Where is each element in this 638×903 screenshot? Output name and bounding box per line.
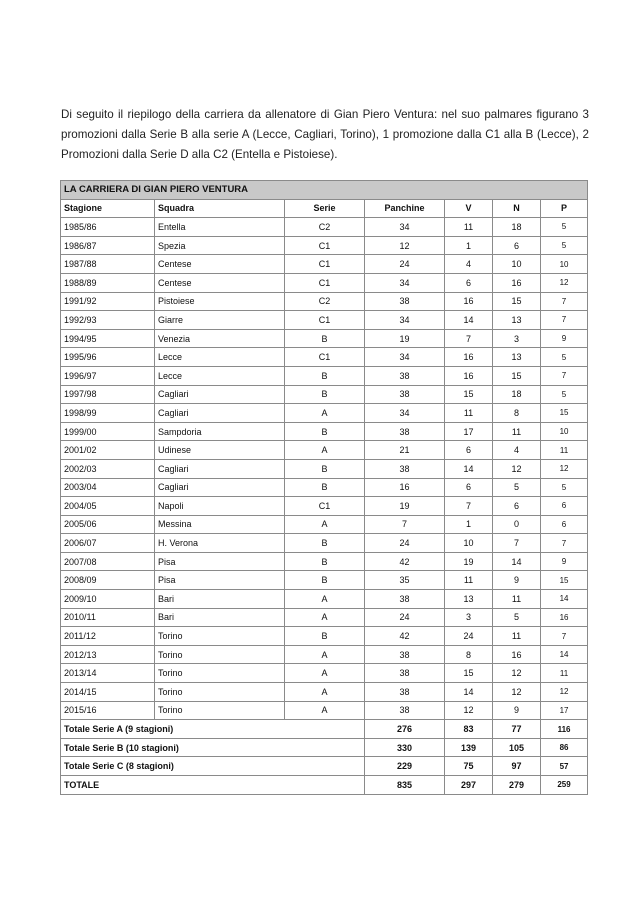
team-cell: Pisa	[155, 571, 285, 590]
season-cell: 1995/96	[61, 348, 155, 367]
team-cell: Messina	[155, 515, 285, 534]
draws-cell: 11	[493, 590, 541, 609]
season-cell: 1985/86	[61, 218, 155, 237]
series-cell: B	[285, 329, 365, 348]
wins-cell: 8	[445, 645, 493, 664]
total-label: TOTALE	[61, 776, 365, 795]
draws-cell: 8	[493, 404, 541, 423]
team-cell: Centese	[155, 255, 285, 274]
matches-cell: 19	[365, 497, 445, 516]
matches-cell: 38	[365, 701, 445, 720]
wins-cell: 6	[445, 441, 493, 460]
series-cell: B	[285, 385, 365, 404]
table-row	[61, 255, 588, 274]
losses-cell: 5	[541, 218, 588, 237]
series-cell: C2	[285, 292, 365, 311]
wins-cell: 19	[445, 552, 493, 571]
losses-cell: 5	[541, 236, 588, 255]
table-header-row	[61, 199, 588, 218]
wins-cell: 16	[445, 366, 493, 385]
team-cell: Lecce	[155, 366, 285, 385]
draws-cell: 15	[493, 292, 541, 311]
team-cell: Sampdoria	[155, 422, 285, 441]
losses-cell: 7	[541, 366, 588, 385]
draws-cell: 16	[493, 645, 541, 664]
table-row	[61, 478, 588, 497]
table-row	[61, 236, 588, 255]
table-row	[61, 218, 588, 237]
season-cell: 1991/92	[61, 292, 155, 311]
losses-cell: 12	[541, 683, 588, 702]
wins-cell: 6	[445, 273, 493, 292]
team-cell: Pisa	[155, 552, 285, 571]
team-cell: Napoli	[155, 497, 285, 516]
series-cell: C1	[285, 236, 365, 255]
draws-cell: 6	[493, 236, 541, 255]
losses-cell: 14	[541, 590, 588, 609]
total-draws: 105	[493, 738, 541, 757]
losses-cell: 12	[541, 273, 588, 292]
losses-cell: 7	[541, 627, 588, 646]
header-v: V	[445, 199, 493, 218]
header-stagione: Stagione	[61, 199, 155, 218]
team-cell: Entella	[155, 218, 285, 237]
team-cell: Torino	[155, 701, 285, 720]
series-cell: A	[285, 664, 365, 683]
matches-cell: 38	[365, 292, 445, 311]
total-matches: 835	[365, 776, 445, 795]
total-label: Totale Serie B (10 stagioni)	[61, 738, 365, 757]
total-draws: 97	[493, 757, 541, 776]
wins-cell: 3	[445, 608, 493, 627]
table-row	[61, 571, 588, 590]
draws-cell: 11	[493, 627, 541, 646]
draws-cell: 13	[493, 348, 541, 367]
wins-cell: 6	[445, 478, 493, 497]
draws-cell: 3	[493, 329, 541, 348]
team-cell: Venezia	[155, 329, 285, 348]
series-cell: B	[285, 552, 365, 571]
intro-paragraph: Di seguito il riepilogo della carriera da allenatore di Gian Piero Ventura: nel suo palmares figurano 3 promozioni dalla Serie B alla serie A (Lecce, Cagliari, Torino), 1 promozione dalla C1 alla B (Lecce), 2 Promozioni dalla Serie D alla C2 (Entella e Pistoiese).	[61, 107, 589, 161]
matches-cell: 35	[365, 571, 445, 590]
table-row	[61, 404, 588, 423]
table-row	[61, 441, 588, 460]
matches-cell: 34	[365, 311, 445, 330]
series-cell: B	[285, 422, 365, 441]
season-cell: 1994/95	[61, 329, 155, 348]
table-row	[61, 497, 588, 516]
season-cell: 1987/88	[61, 255, 155, 274]
header-p: P	[541, 199, 588, 218]
matches-cell: 24	[365, 255, 445, 274]
series-cell: C1	[285, 348, 365, 367]
matches-cell: 34	[365, 273, 445, 292]
draws-cell: 4	[493, 441, 541, 460]
losses-cell: 7	[541, 534, 588, 553]
draws-cell: 12	[493, 459, 541, 478]
total-label: Totale Serie C (8 stagioni)	[61, 757, 365, 776]
series-cell: C1	[285, 497, 365, 516]
draws-cell: 12	[493, 683, 541, 702]
draws-cell: 14	[493, 552, 541, 571]
team-cell: Torino	[155, 664, 285, 683]
matches-cell: 38	[365, 590, 445, 609]
wins-cell: 7	[445, 497, 493, 516]
series-cell: B	[285, 459, 365, 478]
losses-cell: 6	[541, 497, 588, 516]
wins-cell: 10	[445, 534, 493, 553]
total-matches: 229	[365, 757, 445, 776]
losses-cell: 9	[541, 552, 588, 571]
season-cell: 2011/12	[61, 627, 155, 646]
total-wins: 297	[445, 776, 493, 795]
matches-cell: 34	[365, 218, 445, 237]
table-title-row	[61, 181, 588, 200]
total-row	[61, 738, 588, 757]
matches-cell: 38	[365, 683, 445, 702]
wins-cell: 11	[445, 404, 493, 423]
draws-cell: 13	[493, 311, 541, 330]
team-cell: Bari	[155, 608, 285, 627]
season-cell: 2015/16	[61, 701, 155, 720]
season-cell: 1997/98	[61, 385, 155, 404]
table-row	[61, 627, 588, 646]
team-cell: Torino	[155, 627, 285, 646]
total-wins: 139	[445, 738, 493, 757]
table-row	[61, 683, 588, 702]
team-cell: Cagliari	[155, 459, 285, 478]
table-row	[61, 385, 588, 404]
series-cell: A	[285, 645, 365, 664]
draws-cell: 18	[493, 385, 541, 404]
season-cell: 2010/11	[61, 608, 155, 627]
season-cell: 2005/06	[61, 515, 155, 534]
matches-cell: 38	[365, 385, 445, 404]
total-row	[61, 720, 588, 739]
table-row	[61, 292, 588, 311]
losses-cell: 17	[541, 701, 588, 720]
draws-cell: 0	[493, 515, 541, 534]
wins-cell: 24	[445, 627, 493, 646]
series-cell: A	[285, 404, 365, 423]
wins-cell: 12	[445, 701, 493, 720]
losses-cell: 10	[541, 422, 588, 441]
matches-cell: 24	[365, 608, 445, 627]
season-cell: 2013/14	[61, 664, 155, 683]
header-panchine: Panchine	[365, 199, 445, 218]
losses-cell: 5	[541, 385, 588, 404]
series-cell: A	[285, 590, 365, 609]
table-row	[61, 311, 588, 330]
table-row	[61, 590, 588, 609]
draws-cell: 5	[493, 478, 541, 497]
table-row	[61, 552, 588, 571]
table-row	[61, 664, 588, 683]
wins-cell: 1	[445, 236, 493, 255]
matches-cell: 42	[365, 552, 445, 571]
career-table	[60, 180, 588, 795]
team-cell: H. Verona	[155, 534, 285, 553]
table-row	[61, 422, 588, 441]
season-cell: 1998/99	[61, 404, 155, 423]
season-cell: 1999/00	[61, 422, 155, 441]
wins-cell: 4	[445, 255, 493, 274]
losses-cell: 5	[541, 348, 588, 367]
matches-cell: 21	[365, 441, 445, 460]
series-cell: C1	[285, 273, 365, 292]
season-cell: 2002/03	[61, 459, 155, 478]
draws-cell: 15	[493, 366, 541, 385]
matches-cell: 34	[365, 404, 445, 423]
series-cell: A	[285, 683, 365, 702]
matches-cell: 24	[365, 534, 445, 553]
team-cell: Torino	[155, 683, 285, 702]
losses-cell: 7	[541, 292, 588, 311]
wins-cell: 15	[445, 664, 493, 683]
matches-cell: 42	[365, 627, 445, 646]
season-cell: 2001/02	[61, 441, 155, 460]
season-cell: 2004/05	[61, 497, 155, 516]
total-losses: 86	[541, 738, 588, 757]
wins-cell: 14	[445, 683, 493, 702]
team-cell: Giarre	[155, 311, 285, 330]
season-cell: 1986/87	[61, 236, 155, 255]
draws-cell: 10	[493, 255, 541, 274]
team-cell: Cagliari	[155, 478, 285, 497]
team-cell: Lecce	[155, 348, 285, 367]
total-matches: 330	[365, 738, 445, 757]
season-cell: 2007/08	[61, 552, 155, 571]
table-row	[61, 608, 588, 627]
season-cell: 2014/15	[61, 683, 155, 702]
matches-cell: 38	[365, 459, 445, 478]
season-cell: 2003/04	[61, 478, 155, 497]
losses-cell: 11	[541, 664, 588, 683]
series-cell: C2	[285, 218, 365, 237]
header-squadra: Squadra	[155, 199, 285, 218]
season-cell: 2009/10	[61, 590, 155, 609]
losses-cell: 16	[541, 608, 588, 627]
draws-cell: 9	[493, 701, 541, 720]
series-cell: A	[285, 608, 365, 627]
matches-cell: 38	[365, 664, 445, 683]
series-cell: A	[285, 441, 365, 460]
matches-cell: 19	[365, 329, 445, 348]
draws-cell: 6	[493, 497, 541, 516]
matches-cell: 34	[365, 348, 445, 367]
season-cell: 2012/13	[61, 645, 155, 664]
team-cell: Torino	[155, 645, 285, 664]
losses-cell: 12	[541, 459, 588, 478]
total-losses: 57	[541, 757, 588, 776]
series-cell: A	[285, 701, 365, 720]
series-cell: B	[285, 571, 365, 590]
team-cell: Spezia	[155, 236, 285, 255]
team-cell: Cagliari	[155, 385, 285, 404]
header-serie: Serie	[285, 199, 365, 218]
table-row	[61, 645, 588, 664]
total-label: Totale Serie A (9 stagioni)	[61, 720, 365, 739]
losses-cell: 9	[541, 329, 588, 348]
season-cell: 2006/07	[61, 534, 155, 553]
total-matches: 276	[365, 720, 445, 739]
wins-cell: 15	[445, 385, 493, 404]
losses-cell: 5	[541, 478, 588, 497]
header-n: N	[493, 199, 541, 218]
table-row	[61, 459, 588, 478]
series-cell: B	[285, 627, 365, 646]
team-cell: Centese	[155, 273, 285, 292]
wins-cell: 16	[445, 348, 493, 367]
table-row	[61, 329, 588, 348]
total-draws: 77	[493, 720, 541, 739]
table-row	[61, 534, 588, 553]
table-row	[61, 348, 588, 367]
matches-cell: 38	[365, 422, 445, 441]
matches-cell: 38	[365, 645, 445, 664]
season-cell: 1992/93	[61, 311, 155, 330]
season-cell: 1988/89	[61, 273, 155, 292]
draws-cell: 9	[493, 571, 541, 590]
wins-cell: 11	[445, 218, 493, 237]
draws-cell: 7	[493, 534, 541, 553]
wins-cell: 11	[445, 571, 493, 590]
table-row	[61, 701, 588, 720]
total-row	[61, 757, 588, 776]
draws-cell: 11	[493, 422, 541, 441]
team-cell: Bari	[155, 590, 285, 609]
total-wins: 83	[445, 720, 493, 739]
total-losses: 116	[541, 720, 588, 739]
losses-cell: 6	[541, 515, 588, 534]
matches-cell: 12	[365, 236, 445, 255]
wins-cell: 14	[445, 459, 493, 478]
series-cell: B	[285, 366, 365, 385]
total-rows	[61, 720, 588, 794]
wins-cell: 14	[445, 311, 493, 330]
losses-cell: 10	[541, 255, 588, 274]
total-row	[61, 776, 588, 795]
table-row	[61, 515, 588, 534]
matches-cell: 7	[365, 515, 445, 534]
wins-cell: 16	[445, 292, 493, 311]
series-cell: C1	[285, 311, 365, 330]
losses-cell: 15	[541, 571, 588, 590]
wins-cell: 13	[445, 590, 493, 609]
draws-cell: 5	[493, 608, 541, 627]
draws-cell: 16	[493, 273, 541, 292]
total-wins: 75	[445, 757, 493, 776]
series-cell: A	[285, 515, 365, 534]
draws-cell: 12	[493, 664, 541, 683]
series-cell: B	[285, 534, 365, 553]
team-cell: Cagliari	[155, 404, 285, 423]
losses-cell: 11	[541, 441, 588, 460]
table-row	[61, 273, 588, 292]
wins-cell: 7	[445, 329, 493, 348]
total-losses: 259	[541, 776, 588, 795]
team-cell: Pistoiese	[155, 292, 285, 311]
series-cell: B	[285, 478, 365, 497]
wins-cell: 1	[445, 515, 493, 534]
matches-cell: 16	[365, 478, 445, 497]
total-draws: 279	[493, 776, 541, 795]
season-cell: 2008/09	[61, 571, 155, 590]
matches-cell: 38	[365, 366, 445, 385]
losses-cell: 7	[541, 311, 588, 330]
draws-cell: 18	[493, 218, 541, 237]
wins-cell: 17	[445, 422, 493, 441]
season-rows	[61, 218, 588, 720]
season-cell: 1996/97	[61, 366, 155, 385]
team-cell: Udinese	[155, 441, 285, 460]
losses-cell: 15	[541, 404, 588, 423]
table-title: LA CARRIERA DI GIAN PIERO VENTURA	[61, 181, 588, 200]
losses-cell: 14	[541, 645, 588, 664]
table-row	[61, 366, 588, 385]
series-cell: C1	[285, 255, 365, 274]
